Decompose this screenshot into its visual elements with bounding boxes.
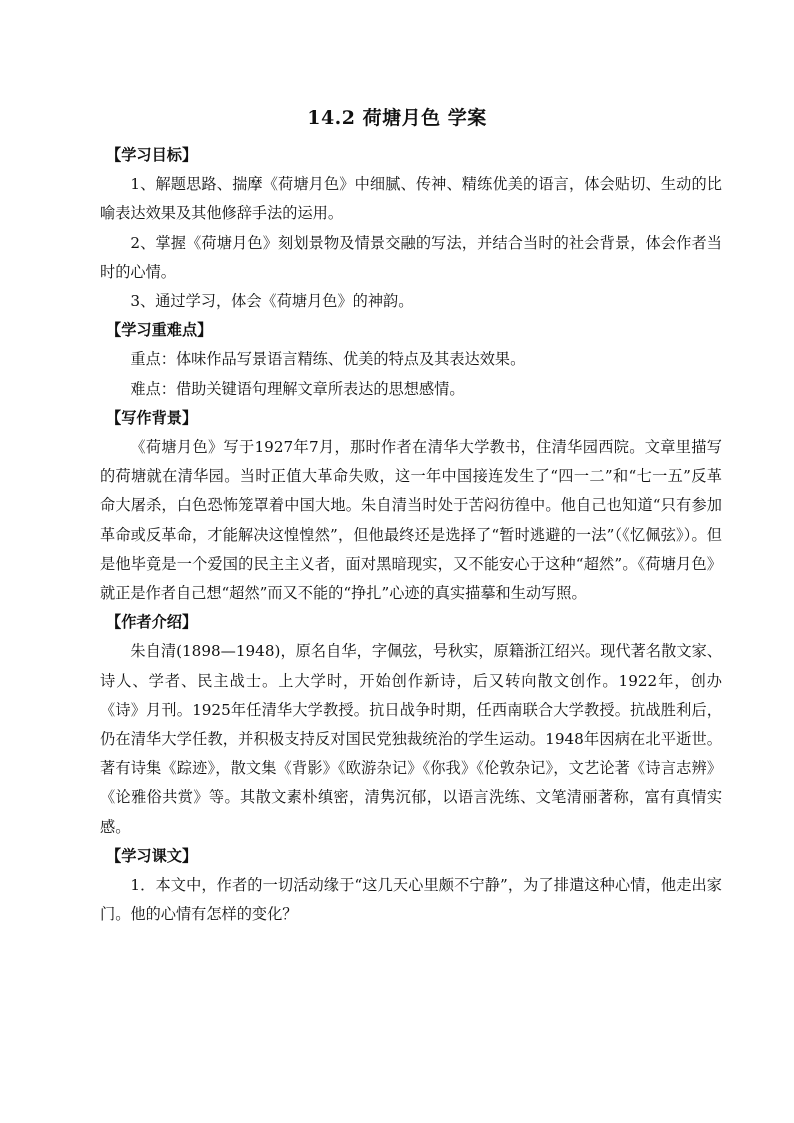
document-title: 14.2 荷塘月色 学案 <box>307 107 487 129</box>
goal-item-3: 3、通过学习，体会《荷塘月色》的神韵。 <box>130 292 414 311</box>
background-heading: 【写作背景】 <box>106 408 198 427</box>
key-point-focus: 重点：体味作品写景语言精练、优美的特点及其表达效果。 <box>130 350 526 369</box>
author-heading: 【作者介绍】 <box>106 613 198 632</box>
background-text: 《荷塘月色》写于1927年7月，那时作者在清华大学教书，住清华园西院。文章里描写的荷塘就在清华园。当时正值大革命失败，这一年中国接连发生了“四一二”和“七一五”反革命大屠杀，白色恐怖笼罩着中国大地。朱自清当时处于苦闷彷徨中。他自己也知道“只有参加革命或反革命，才能解决这惶惶然”，但他最终还是选择了“暂时逃避的一法”（《忆佩弦》）。但是他毕竟是一个爱国的民主主义者，面对黑暗现实，又不能安心于这种“超然”。《荷塘月色》就正是作者自己想“超然”而又不能的“挣扎”心迹的真实描摹和生动写照。 <box>100 438 722 603</box>
lesson-question-1: 1．本文中，作者的一切活动缘于“这几天心里颇不宁静”，为了排遣这种心情，他走出家门。他的心情有怎样的变化？ <box>100 876 722 924</box>
goal-item-2: 2、掌握《荷塘月色》刻划景物及情景交融的写法，并结合当时的社会背景，体会作者当时的心情。 <box>100 233 722 281</box>
lesson-heading: 【学习课文】 <box>106 846 198 865</box>
document-body <box>100 141 722 929</box>
goals-heading: 【学习目标】 <box>106 146 198 164</box>
goal-item-1: 1、解题思路、揣摩《荷塘月色》中细腻、传神、精练优美的语言，体会贴切、生动的比喻表达效果及其他修辞手法的运用。 <box>100 175 722 223</box>
author-text: 朱自清(1898—1948)，原名自华，字佩弦，号秋实，原籍浙江绍兴。现代著名散文家、诗人、学者、民主战士。上大学时，开始创作新诗，后又转向散文创作。1922年，创办《诗》月刊。1925年任清华大学教授。抗日战争时期，任西南联合大学教授。抗战胜利后，仍在清华大学任教，并积极支持反对国民党独裁统治的学生运动。1948年因病在北平逝世。著有诗集《踪迹》，散文集《背影》《欧游杂记》《你我》《伦敦杂记》，文艺论著《诗言志辨》《论雅俗共赏》等。其散文素朴缜密，清隽沉郁，以语言洗练、文笔清丽著称，富有真情实感。 <box>100 642 722 836</box>
key-point-difficulty: 难点：借助关键语句理解文章所表达的思想感情。 <box>130 379 465 398</box>
key-points-heading: 【学习重难点】 <box>106 321 213 340</box>
